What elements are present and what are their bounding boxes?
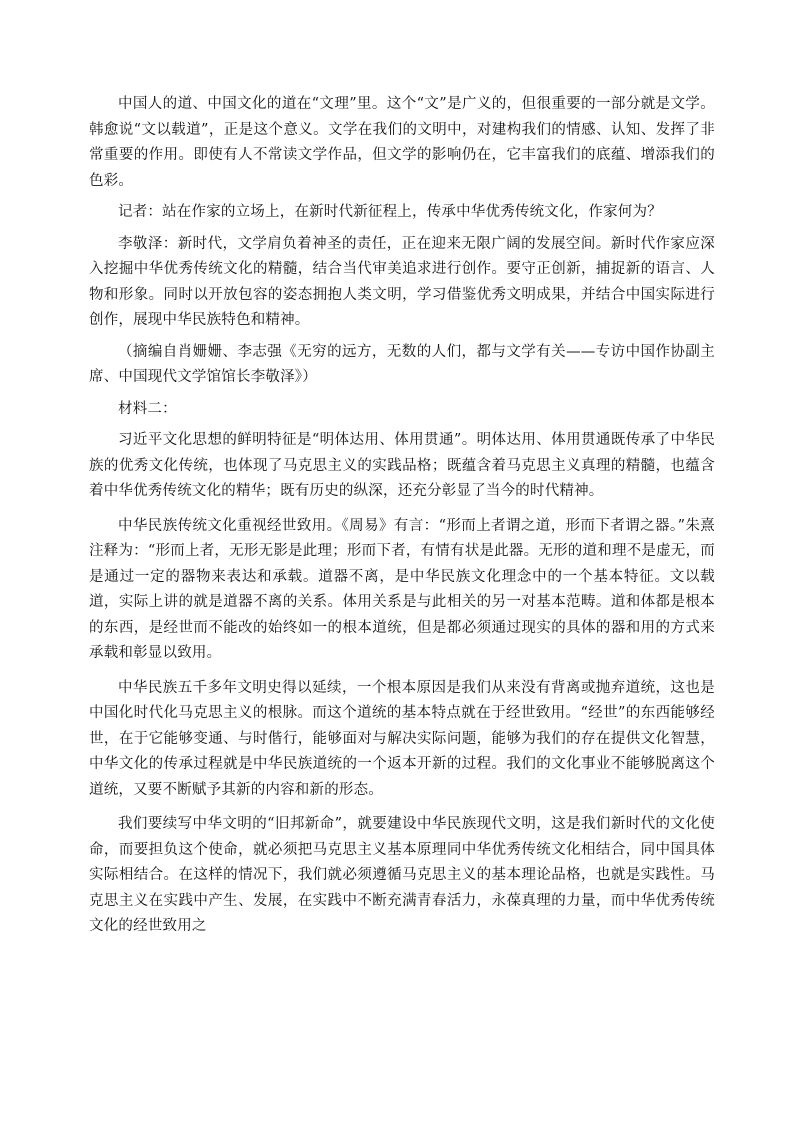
paragraph-culture-literature: 中国人的道、中国文化的道在“文理”里。这个“文”是广义的，但很重要的一部分就是文学。韩愈说“文以载道”，正是这个意义。文学在我们的文明中，对建构我们的情感、认知、发挥了非常重要的作用。即使有人不常读文学作品，但文学的影响仍在，它丰富我们的底蕴、增添我们的色彩。 xyxy=(89,96,715,189)
section-heading-material-two: 材料二： xyxy=(118,400,177,417)
paragraph-source-citation: （摘编自肖姗姗、李志强《无穷的远方，无数的人们，都与文学有关——专访中国作协副主席、中国现代文学馆馆长李敬泽》） xyxy=(89,343,715,385)
paragraph-li-jingze-answer: 李敬泽：新时代，文学肩负着神圣的责任，正在迎来无限广阔的发展空间。新时代作家应深入挖掘中华优秀传统文化的精髓，结合当代审美追求进行创作。要守正创新，捕捉新的语言、人物和形象。同时以开放包容的姿态拥抱人类文明，学习借鉴优秀文明成果，并结合中国实际进行创作，展现中华民族特色和精神。 xyxy=(89,235,715,328)
document-body xyxy=(89,92,715,940)
paragraph-practical-application: 中华民族传统文化重视经世致用。《周易》有言：“形而上者谓之道，形而下者谓之器。”朱熹注释为：“形而上者，无形无影是此理；形而下者，有情有状是此器。无形的道和理不是虚无，而是通过一定的器物来表达和承载。道器不离，是中华民族文化理念中的一个基本特征。文以载道，实际上讲的就是道器不离的关系。体用关系是与此相关的另一对基本范畴。道和体都是根本的东西，是经世而不能改的始终如一的根本道统，但是都必须通过现实的具体的器和用的方式来承载和彰显以致用。 xyxy=(89,517,715,661)
paragraph-cultural-mission: 我们要续写中华文明的“旧邦新命”，就要建设中华民族现代文明，这是我们新时代的文化使命，而要担负这个使命，就必须把马克思主义基本原理同中华优秀传统文化相结合，同中国具体实际相结合。在这样的情况下，我们就必须遵循马克思主义的基本理论品格，也就是实践性。马克思主义在实践中产生、发展，在实践中不断充满青春活力，永葆真理的力量，而中华优秀传统文化的经世致用之 xyxy=(89,816,715,934)
paragraph-cultural-thought: 习近平文化思想的鲜明特征是“明体达用、体用贯通”。明体达用、体用贯通既传承了中华民族的优秀文化传统，也体现了马克思主义的实践品格；既蕴含着马克思主义真理的精髓，也蕴含着中华优秀传统文化的精华；既有历史的纵深，还充分彰显了当今的时代精神。 xyxy=(89,432,715,499)
paragraph-reporter-question: 记者：站在作家的立场上，在新时代新征程上，传承中华优秀传统文化，作家何为？ xyxy=(118,204,662,220)
paragraph-civilization-continuity: 中华民族五千多年文明史得以延续，一个根本原因是我们从来没有背离或抛弃道统，这也是中国化时代化马克思主义的根脉。而这个道统的基本特点就在于经世致用。“经世”的东西能够经世，在于它能够变通、与时偕行，能够面对与解决实际问题，能够为我们的存在提供文化智慧，中华文化的传承过程就是中华民族道统的一个返本开新的过程。我们的文化事业不能够脱离这个道统，又要不断赋予其新的内容和新的形态。 xyxy=(89,679,715,798)
